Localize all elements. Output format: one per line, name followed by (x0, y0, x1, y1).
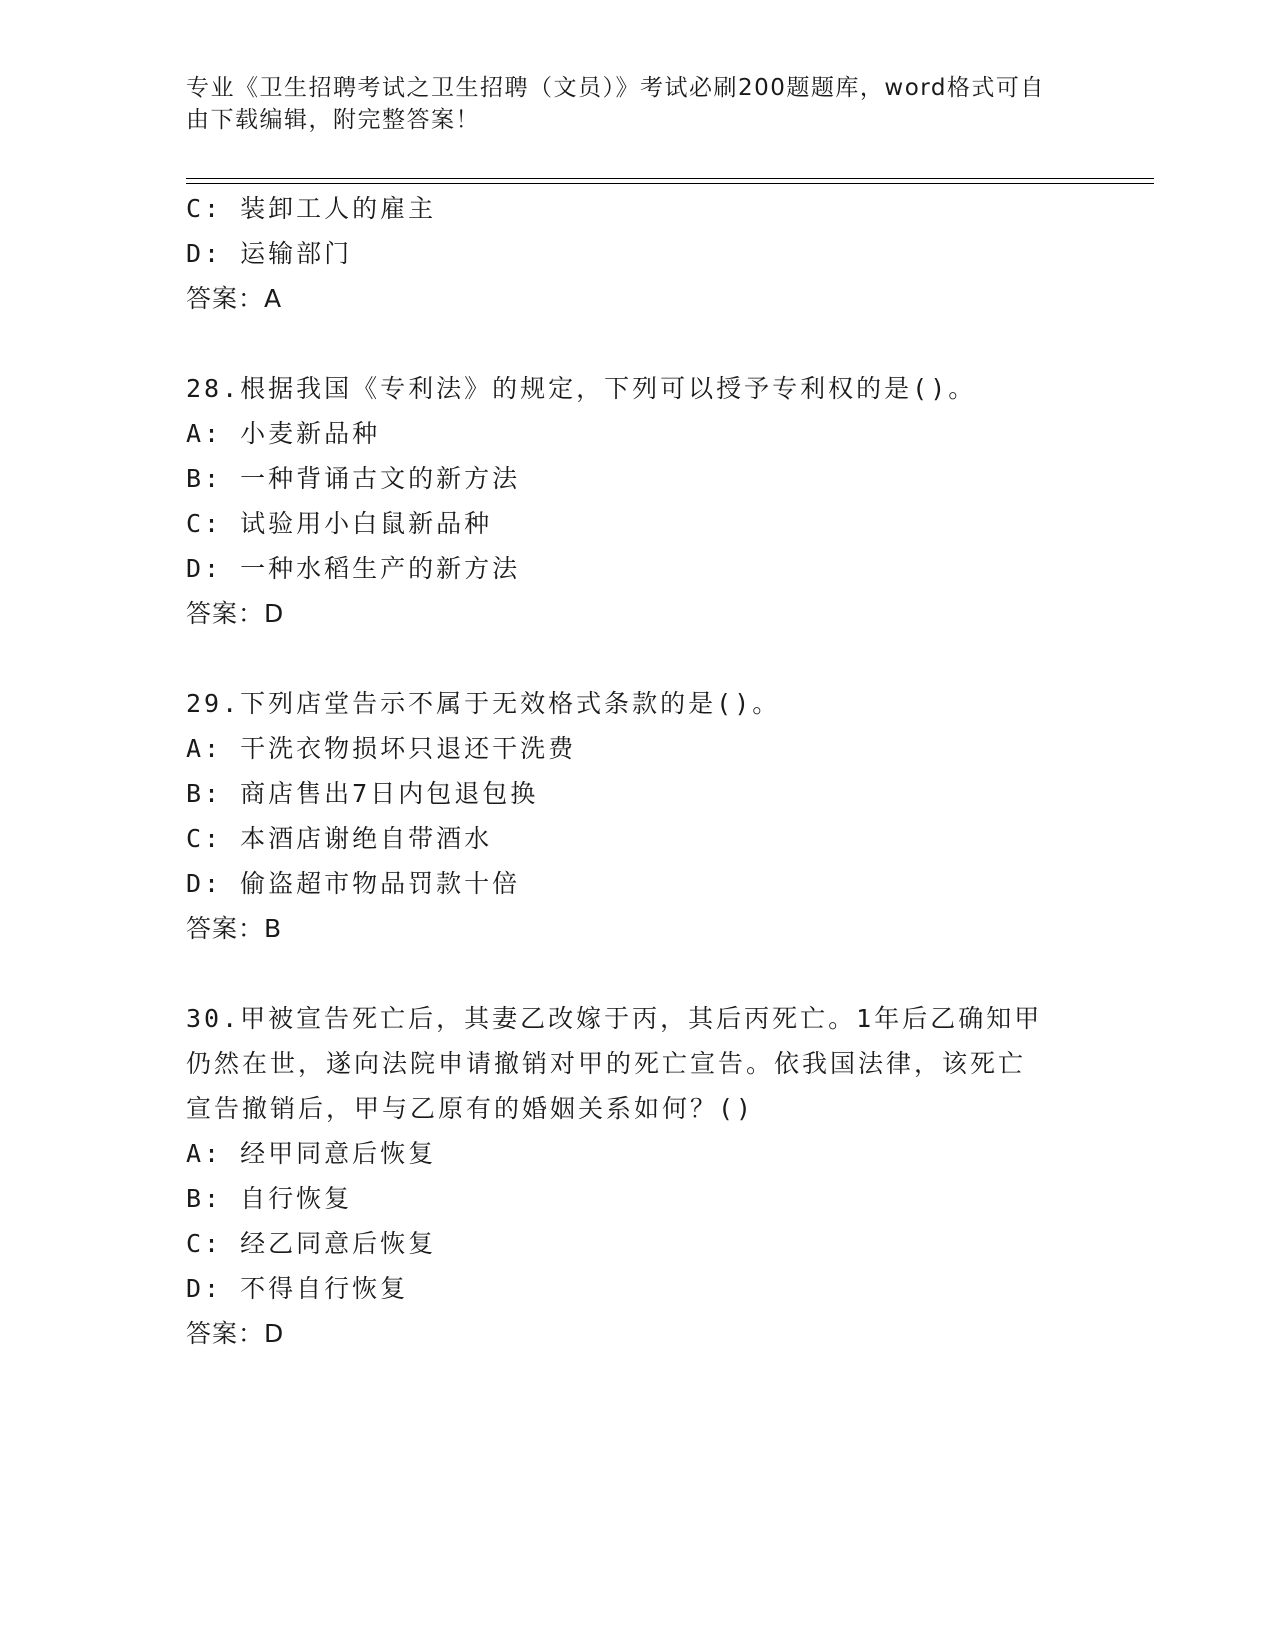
question-30-answer: 答案：D (186, 1319, 285, 1348)
option-d: D: 运输部门 (186, 239, 353, 268)
question-30-option-b: B: 自行恢复 (186, 1184, 353, 1213)
question-30-stem-line-2: 仍然在世，遂向法院申请撤销对甲的死亡宣告。依我国法律，该死亡 (186, 1049, 1027, 1078)
option-c: C: 装卸工人的雇主 (186, 194, 437, 223)
question-28-option-a: A: 小麦新品种 (186, 419, 381, 448)
question-29-stem: 29.下列店堂告示不属于无效格式条款的是()。 (186, 689, 781, 718)
header-line-2: 由下载编辑，附完整答案！ (186, 107, 480, 133)
question-29-option-b: B: 商店售出7日内包退包换 (186, 779, 539, 808)
question-30-option-c: C: 经乙同意后恢复 (186, 1229, 437, 1258)
question-29-answer: 答案：B (186, 914, 283, 943)
question-30-stem-line-1: 30.甲被宣告死亡后，其妻乙改嫁于丙，其后丙死亡。1年后乙确知甲 (186, 1004, 1043, 1033)
question-29-option-c: C: 本酒店谢绝自带酒水 (186, 824, 493, 853)
question-30-stem-line-3: 宣告撤销后，甲与乙原有的婚姻关系如何？() (186, 1094, 755, 1123)
header-line-1: 专业《卫生招聘考试之卫生招聘（文员）》考试必刷200题题库，word格式可自 (186, 75, 1045, 101)
document-header (186, 72, 1066, 136)
header-rule-bottom (186, 183, 1154, 184)
question-28-option-c: C: 试验用小白鼠新品种 (186, 509, 493, 538)
question-28-answer: 答案：D (186, 599, 285, 628)
question-28-option-b: B: 一种背诵古文的新方法 (186, 464, 521, 493)
answer-line: 答案：A (186, 284, 283, 313)
question-30-option-a: A: 经甲同意后恢复 (186, 1139, 437, 1168)
question-29-option-a: A: 干洗衣物损坏只退还干洗费 (186, 734, 577, 763)
header-rule-top (186, 178, 1154, 179)
question-28-option-d: D: 一种水稻生产的新方法 (186, 554, 521, 583)
question-29-option-d: D: 偷盗超市物品罚款十倍 (186, 869, 521, 898)
question-30-option-d: D: 不得自行恢复 (186, 1274, 409, 1303)
question-28-stem: 28.根据我国《专利法》的规定，下列可以授予专利权的是()。 (186, 374, 977, 403)
